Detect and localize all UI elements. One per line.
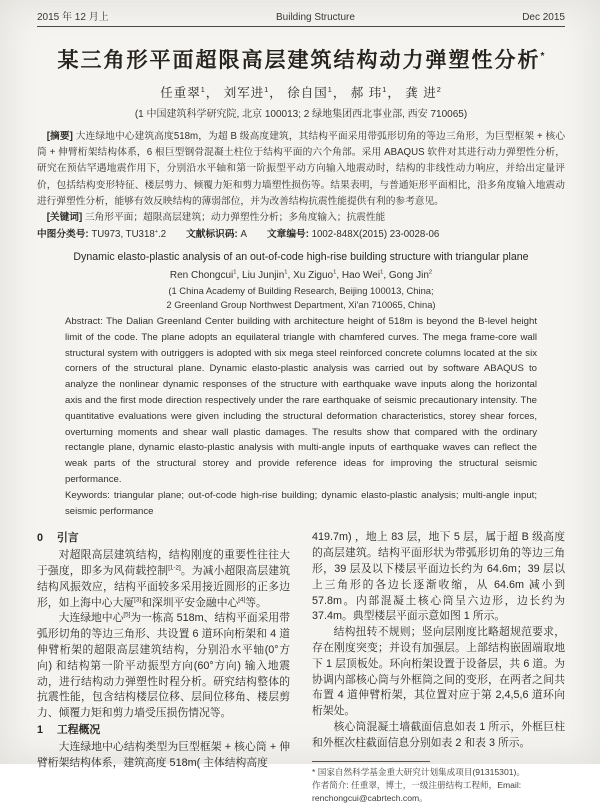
affiliation-cn: (1 中国建筑科学研究院, 北京 100013; 2 绿地集团西北事业部, 西安 710065) (134, 109, 468, 120)
section-heading-intro (37, 531, 290, 547)
issue-date-cn: 2015 年 12 月上 (37, 12, 109, 23)
article-title-en: Dynamic elasto-plastic analysis of an out-of-code high-rise building structure with triangular plane (73, 251, 529, 264)
keywords-label-cn: [关键词] (46, 212, 83, 224)
keywords-label-en: Keywords: (65, 489, 110, 501)
article-title-text: 某三角形平面超限高层建筑结构动力弹塑性分析 (57, 49, 541, 72)
paragraph-continued: 419.7m) ，地上 83 层，地下 5 层，属于超 B 级高度的高层建筑。结构平面形状为带弧形切角的等边三角形，39 层及以下楼层平面边长约为 64.6m；39 层以上三角形的各边长逐渐收缩，从 64.6m 减小到 57.8m。内部混凝土核心筒呈六边形，边长约为 37.4m。典型楼层平面示意如图 1 所示。 (312, 531, 565, 623)
keywords-cn (37, 210, 565, 226)
right-column (312, 530, 565, 805)
keywords-text-en: triangular plane; out-of-code high-rise building; dynamic elasto-plastic analysis; multi-angle input; seismic performance (65, 489, 537, 517)
article-body (37, 530, 565, 805)
paragraph: 核心筒混凝土墙截面信息如表 1 所示，外框巨柱和外框次柱截面信息分别如表 2 和表 3 所示。 (312, 720, 565, 749)
article-id-value: 1002-848X(2015) 23-0028-06 (311, 229, 440, 241)
footnote-rule (312, 761, 430, 762)
section-number: 1 (37, 723, 44, 736)
keywords-en (65, 488, 537, 520)
paragraph: 结构扭转不规则；竖向层刚度比略超规范要求，存在刚度突变；并设有加强层。上部结构嵌固端取地下 1 层顶板处。环向桁架设置于设备层，共 6 道。为协调内部核心筒与外框筒之间的变形，在两者之间共布置 4 道伸臂桁架，其位置对应于第 2,4,5,6 道环向桁架处。 (312, 626, 565, 718)
authors-cn: 任重翠$^1$， 刘军进$^1$， 徐自国$^1$， 郝 玮$^1$， 龚 进$^2$ (160, 84, 442, 100)
footnote (312, 766, 565, 805)
title-footnote-mark: * (540, 51, 545, 62)
english-block (37, 250, 565, 519)
footnote-author-bio: 作者简介: 任重翠，博士，一级注册结构工程师，Email: renchongcui@cabrtech.com。 (312, 779, 522, 803)
document-code (186, 227, 247, 243)
authors-en: Ren Chongcui$^1$, Liu Junjin$^1$, Xu Ziguo$^1$, Hao Wei$^1$, Gong Jin$^2$ (169, 269, 433, 282)
affiliation-en-line1: (1 China Academy of Building Research, Beijing 100013, China; (168, 285, 434, 297)
abstract-cn (37, 129, 565, 210)
abstract-text-cn: 大连绿地中心建筑高度518m，为超 B 级高度建筑，其结构平面采用带弧形切角的等边三角形，为巨型框架 + 核心筒 + 伸臂桁架结构体系，6 根巨型钢骨混凝土柱位于结构平面的六个角部。采用 ABAQUS 软件对其进行动力弹塑性分析，研究在预估罕遇地震作用下，分别沿水平轴和第一阶振型平动方向输入地震动时，结构的非线性动力响应，并给出定量评价，包括结构变形特征、楼层剪力、倾覆力矩和剪力墙塑性损伤等。结果表明，与普通矩形平面相比，沿多角度输入地震动进行弹塑性分析，能够有效反映结构的薄弱部位，并为改善结构抗震性能提供有利的参考意见。 (37, 131, 566, 207)
article-title-cn (37, 44, 565, 74)
abstract-text-en: The Dalian Greenland Center building with architecture height of 518m is beyond the B-level height limit of the code. The plane adopts an equilateral triangle with chamfered curves. The mega frame-core wall structural system with outriggers is adopted with six mega steel reinforced concrete columns located at the six corners of the structural plane. Dynamic elasto-plastic analysis was carried out by software ABAQUS to analyze the nonlinear dynamic responses of the structure with earthquake wave inputs along the horizontal axis and the first mode direction respectively under the rare earthquake of seismic precautionary intensity. The quantitative evaluations were given including the structural deformation characteristics, storey shear forces, overturning moments and shear wall plastic damages. The results show that compared with the ordinary rectangle plane, dynamic elasto-plastic analysis with multi-angle inputs of earthquake waves can reflect the weak parts of the structural storey and provide reference ideas for improving the structural seismic performance. (65, 316, 537, 485)
clc-number (37, 227, 166, 243)
affiliation-en-line2: 2 Greenland Group Northwest Department, Xi'an 710065, China) (166, 298, 436, 310)
meta-line (37, 227, 565, 243)
header-rule (37, 26, 565, 27)
paragraph: 大连绿地中心[5]为一栋高 518m、结构平面采用带弧形切角的等边三角形、共设置 6 道环向桁架和 4 道伸臂桁架的超限高层建筑结构，分别沿水平轴(0°方向) 和结构第一阶平动振型方向(60°方向) 输入地震动，进行结构动力弹塑性时程分析。研究结构整体的抗震性能，包含结构楼层位移、层间位移角、楼层剪力、倾覆力矩和剪力墙受压损伤情况等。 (37, 611, 290, 720)
issue-date-en: Dec 2015 (522, 12, 565, 23)
clc-label: 中图分类号: (37, 229, 89, 241)
document-code-label: 文献标识码: (186, 229, 238, 241)
abstract-label-en: Abstract: (65, 316, 103, 328)
article-id-label: 文章编号: (266, 229, 309, 241)
clc-value: TU973, TU318+.2 (88, 228, 167, 241)
abstract-label-cn: [摘要] (46, 131, 73, 142)
journal-name: Building Structure (275, 12, 355, 23)
left-column (37, 530, 290, 805)
article-id (267, 227, 439, 243)
keywords-text-cn: 三角形平面；超限高层建筑；动力弹塑性分析；多角度输入；抗震性能 (82, 212, 386, 224)
footnote-funding: * 国家自然科学基金重大研究计划集成项目(91315301)。 (312, 766, 525, 777)
abstract-block-cn (37, 129, 565, 243)
abstract-en (65, 314, 537, 488)
document-code-value: A (240, 229, 247, 241)
paragraph: 对超限高层建筑结构，结构刚度的重要性往往大于强度，即多为风荷载控制[1-2]。为减小超限高层建筑结构风振效应，结构平面较多采用接近圆形的正多边形，如上海中心大厦[3]和深圳平安金融中心[4]等。 (37, 549, 291, 609)
section-number: 0 (37, 532, 44, 545)
paragraph: 大连绿地中心结构类型为巨型框架 + 核心筒 + 伸臂桁架结构体系，建筑高度 518m( 主体结构高度 (37, 740, 290, 769)
section-heading-overview (37, 723, 290, 739)
section-title: 工程概况 (57, 723, 101, 736)
page-header (37, 8, 565, 23)
section-title: 引言 (57, 532, 79, 545)
